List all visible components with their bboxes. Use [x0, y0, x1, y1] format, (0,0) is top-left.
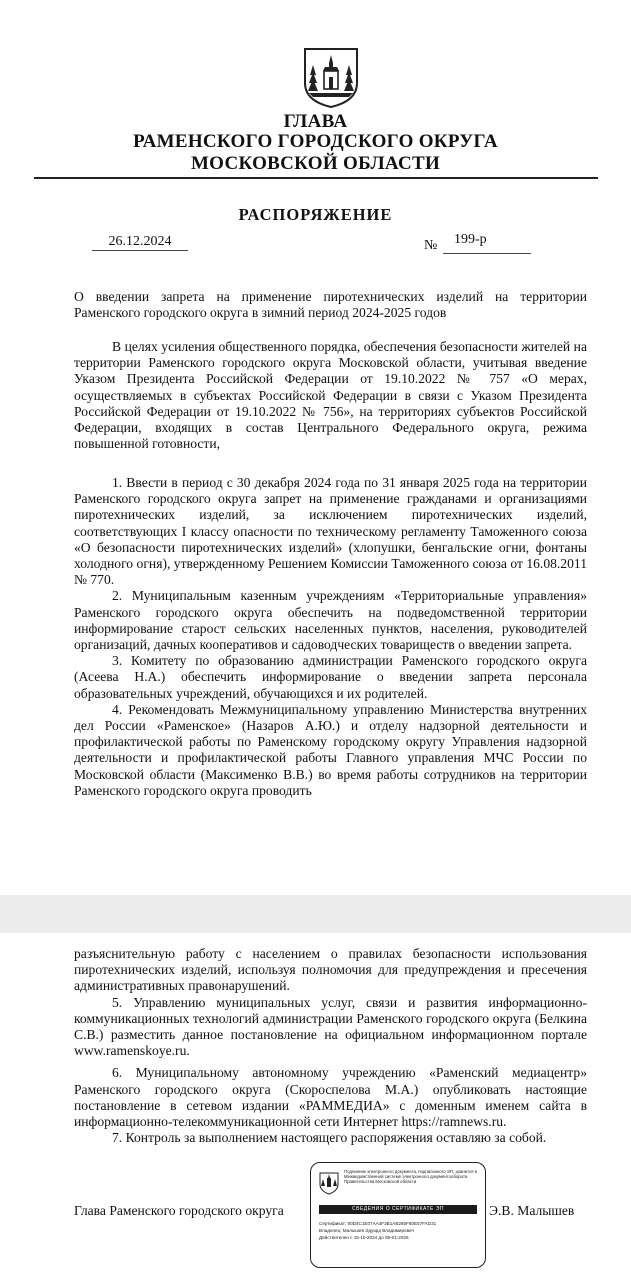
item-5: 5. Управлению муниципальных услуг, связи и развития информационно-коммуникационных технологий администрации Раменского городского округа (Белкина С.В.) разместить данное постановление на официальном информационном портале www.ramenskoye.ru. [74, 994, 587, 1059]
item-3: 3. Комитету по образованию администрации Раменского городского округа (Асеева Н.А.) обеспечить информирование о введении запрета персонала образовательных учреждений, обучающихся и их родителей. [74, 653, 587, 701]
subject-text: О введении запрета на применение пиротехнических изделий на территории Раменского городского округа в зимний период 2024-2025 годов [74, 289, 587, 321]
header-line-2: РАМЕНСКОГО ГОРОДСКОГО ОКРУГА [133, 131, 498, 152]
preamble-text: В целях усиления общественного порядка, обеспечения безопасности жителей на территории Раменского городского округа Московской области, учитывая введение Указом Президента Российской Федерации от 19.10.2022 № 757 «О мерах, осуществляемых в субъектах Российской Федерации в связи с Указом Президента Российской Федерации от 19.10.2022 № 756», на территориях субъектов Российской Федерации, входящих в состав Центрального Федерального округа, режима повышенной готовности, [74, 339, 587, 452]
header-line-1: ГЛАВА [283, 111, 348, 132]
items-block-1 [74, 475, 587, 799]
stamp-certificate: Сертификат: 00D4C1E07AA4F3B1AB265F60E57FAD31 [319, 1221, 437, 1226]
number-underline [443, 253, 531, 254]
preamble [74, 339, 587, 452]
item-6: 6. Муниципальному автономному учреждению «Раменский медиацентр» Раменского городского округа (Скороспелова М.А.) опубликовать настоящие постановление в сетевом издании «РАММЕДИА» с доменным именем сайта в информационно-телекоммуникационной сети Интернет https://ramnews.ru. [74, 1065, 587, 1130]
coat-of-arms-icon [299, 45, 363, 109]
document-date: 26.12.2024 [92, 233, 188, 251]
document-number: 199-р [454, 232, 487, 247]
item-4: 4. Рекомендовать Межмуниципальному управлению Министерства внутренних дел России «Раменское» (Назаров А.Ю.) и отделу надзорной деятельности и профилактической работы по Раменскому городскому округу Управления надзорной деятельности и профилактической работы Главного управления МЧС России по Московской области (Максименко В.В.) во время работы сотрудников на территории Раменского городского округа проводить [74, 701, 587, 798]
stamp-header: СВЕДЕНИЯ О СЕРТИФИКАТЕ ЭП [319, 1205, 477, 1214]
document-type: РАСПОРЯЖЕНИЕ [238, 205, 393, 224]
header-line-3: МОСКОВСКОЙ ОБЛАСТИ [190, 153, 441, 174]
header-divider [34, 177, 598, 179]
document-subject [74, 289, 587, 321]
electronic-signature-stamp [310, 1162, 486, 1268]
stamp-owner: Владелец: Малышев Эдуард Владимирович [319, 1228, 414, 1233]
signature-name: Э.В. Малышев [489, 1203, 575, 1218]
items-block-2 [74, 946, 587, 1146]
item-2: 2. Муниципальным казенным учреждениям «Территориальные управления» Раменского городского округа обеспечить на подведомственной территории информирование старост сельских населенных пунктов, населения, руководителей организаций, дачных кооперативов и садоводческих товариществ о введении запрета. [74, 588, 587, 653]
stamp-validity: Действителен с 15-10-2024 до 08-01-2026 [319, 1235, 409, 1240]
stamp-coat-of-arms-icon [318, 1171, 340, 1195]
signature-position: Глава Раменского городского округа [74, 1203, 284, 1218]
page-separator [0, 895, 631, 933]
item-1: 1. Ввести в период с 30 декабря 2024 года по 31 января 2025 года на территории Раменского городского округа запрет на применение гражданами и организациями пиротехнических изделий, за исключением пиротехнических изделий, соответствующих I классу опасности по техническому регламенту Таможенного союза «О безопасности пиротехнических изделий» (хлопушки, бенгальские огни, фонтаны холодного огня), утвержденному Решением Комиссии Таможенного союза от 16.08.2011 № 770. [74, 475, 587, 588]
number-sign: № [424, 238, 438, 253]
item-4-continued: разъяснительную работу с населением о правилах безопасности использования пиротехнических изделий, используя полномочия для предупреждения и пресечения административных правонарушений. [74, 946, 587, 994]
stamp-note: Подлинник электронного документа, подписанного ЭП, хранится в Межведомственной системе электронного документооборота Правительства Московской области [344, 1169, 477, 1185]
item-7: 7. Контроль за выполнением настоящего распоряжения оставляю за собой. [112, 1130, 547, 1146]
